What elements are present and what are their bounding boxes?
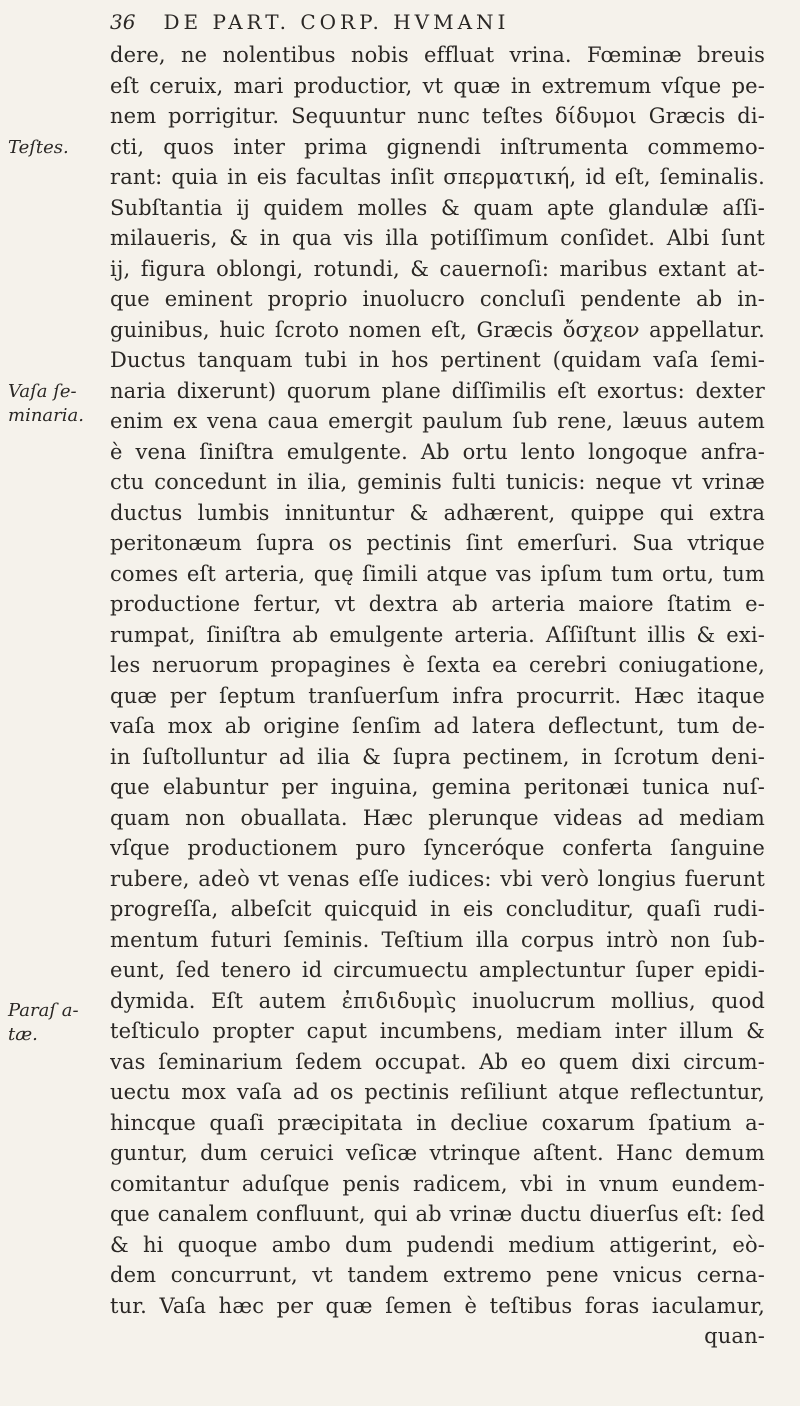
text-line: ductus lumbis innituntur & adhærent, quippe qui extra: [110, 500, 765, 525]
text-line: milaueris, & in qua vis illa potiſſimum conſidet. Albi ſunt: [110, 226, 765, 250]
text-line: tur. Vaſa hæc per quæ ſemen è teſtibus foras iaculamur,: [110, 1293, 765, 1318]
text-line: rubere, adeò vt venas eſſe iudices: vbi verò longius fuerunt: [110, 866, 765, 891]
margin-note: minaria.: [8, 405, 84, 426]
text-line: dymida. Eſt autem ἐπιδιδυμὶς inuolucrum mollius, quod: [110, 988, 765, 1013]
text-line: cti, quos inter prima gignendi inſtrumenta commemo-: [110, 134, 765, 159]
text-line: que elabuntur per inguina, gemina peritonæi tunica nuſ-: [110, 775, 765, 799]
running-head: [110, 10, 670, 34]
text-line: les neruorum propagines è ſexta ea cerebri coniugatione,: [110, 653, 765, 677]
text-line: è vena ſiniſtra emulgente. Ab ortu lento longoque anfra-: [110, 439, 765, 464]
text-line: uectu mox vaſa ad os pectinis reſiliunt atque reflectuntur,: [110, 1080, 765, 1104]
text-line: eunt, ſed tenero id circumuectu amplectuntur ſuper epidi-: [110, 958, 765, 982]
text-line: Ductus tanquam tubi in hos pertinent (quidam vaſa ſemi-: [110, 348, 765, 372]
running-title: DE PART. CORP. HVMANI: [163, 10, 510, 34]
text-line: in ſuſtolluntur ad ilia & ſupra pectinem, in ſcrotum deni-: [110, 744, 765, 769]
text-line: peritonæum ſupra os pectinis ſint emerſuri. Sua vtrique: [110, 531, 765, 555]
text-line: rumpat, ſiniſtra ab emulgente arteria. Aſſiſtunt illis & exi-: [110, 622, 765, 647]
text-line: quan-: [704, 1324, 765, 1348]
text-line: hincque quaſi præcipitata in decliue coxarum ſpatium a-: [110, 1110, 765, 1135]
text-line: quæ per ſeptum tranſuerſum infra procurrit. Hæc itaque: [110, 683, 765, 708]
text-line: que eminent proprio inuolucro concluſi pendente ab in-: [110, 287, 765, 311]
page-number: 36: [110, 10, 136, 34]
margin-note: Vaſa ſe-: [8, 381, 77, 402]
text-line: Subſtantia ij quidem molles & quam apte glandulæ aſſi-: [110, 195, 765, 220]
text-line: & hi quoque ambo dum pudendi medium attigerint, eò-: [110, 1232, 765, 1257]
text-line: teſticulo propter caput incumbens, mediam inter illum &: [110, 1019, 765, 1043]
text-line: guntur, dum ceruici veſicæ vtrinque aſtent. Hanc demum: [110, 1141, 765, 1165]
text-line: eſt ceruix, mari productior, vt quæ in extremum vſque pe-: [110, 73, 765, 98]
text-line: que canalem confluunt, qui ab vrinæ ductu diuerſus eſt: ſed: [110, 1202, 765, 1226]
text-line: vas ſeminarium ſedem occupat. Ab eo quem dixi circum-: [110, 1049, 765, 1074]
text-line: vaſa mox ab origine ſenſim ad latera deflectunt, tum de-: [110, 714, 765, 738]
text-line: enim ex vena caua emergit paulum ſub rene, læuus autem: [110, 409, 765, 433]
text-line: naria dixerunt) quorum plane diſſimilis eſt exortus: dexter: [110, 378, 765, 403]
margin-note: Teſtes.: [8, 137, 69, 158]
text-line: comitantur aduſque penis radicem, vbi in vnum eundem-: [110, 1171, 765, 1196]
text-line: ctu concedunt in ilia, geminis fulti tunicis: neque vt vrinæ: [110, 470, 765, 494]
text-line: vſque productionem puro ſynceróque conferta ſanguine: [110, 836, 765, 860]
text-line: ij, figura oblongi, rotundi, & cauernoſi: maribus extant at-: [110, 256, 765, 281]
text-line: progreſſa, albeſcit quicquid in eis concluditur, quaſi rudi-: [110, 897, 765, 921]
text-line: quam non obuallata. Hæc plerunque videas ad mediam: [110, 805, 765, 830]
text-line: mentum futuri ſeminis. Teſtium illa corpus intrò non ſub-: [110, 927, 765, 952]
text-line: guinibus, huic ſcroto nomen eſt, Græcis ὄσχεον appellatur.: [110, 317, 765, 342]
body-text: [110, 40, 765, 1352]
margin-note: tæ.: [8, 1024, 38, 1045]
text-line: dem concurrunt, vt tandem extremo pene vnicus cerna-: [110, 1263, 765, 1287]
text-line: rant: quia in eis facultas inſit σπερματική, id eſt, ſeminalis.: [110, 165, 765, 189]
text-line: nem porrigitur. Sequuntur nunc teſtes δίδυμοι Græcis di-: [110, 104, 765, 128]
text-line: productione fertur, vt dextra ab arteria maiore ſtatim e-: [110, 592, 765, 616]
margin-note: Paraſ a-: [8, 1000, 79, 1021]
text-line: dere, ne nolentibus nobis effluat vrina. Fœminæ breuis: [110, 43, 765, 67]
text-line: comes eſt arteria, quę ſimili atque vas ipſum tum ortu, tum: [110, 561, 765, 586]
